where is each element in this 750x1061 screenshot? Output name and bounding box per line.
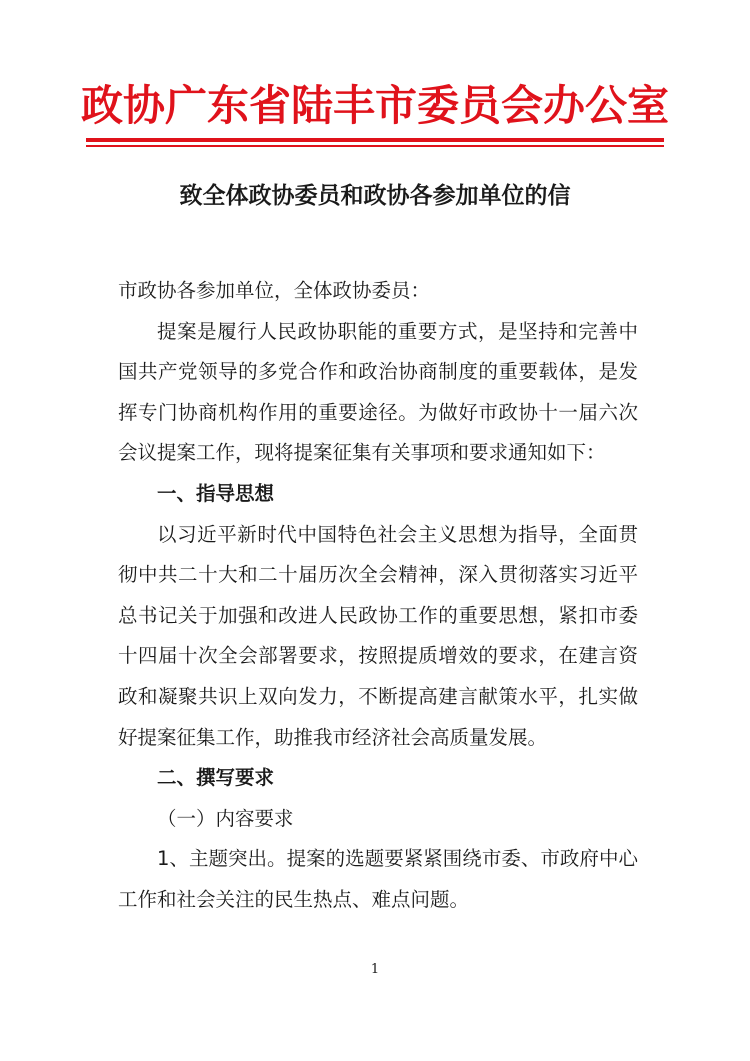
item-theme-prominent: 1、主题突出。提案的选题要紧紧围绕市委、市政府中心工作和社会关注的民生热点、难点问题。 — [118, 847, 638, 911]
masthead-rule-thin — [86, 145, 664, 147]
masthead-rule-thick — [86, 138, 664, 142]
document-body — [118, 271, 638, 921]
section-heading-guiding-ideology: 一、指导思想 — [157, 481, 275, 505]
subheading-content-requirements: （一）内容要求 — [157, 806, 294, 830]
masthead-title: 政协广东省陆丰市委员会办公室 — [80, 81, 669, 130]
section-heading-writing-requirements: 二、撰写要求 — [157, 766, 275, 790]
salutation: 市政协各参加单位，全体政协委员： — [118, 279, 431, 302]
guiding-ideology-paragraph: 以习近平新时代中国特色社会主义思想为指导，全面贯彻中共二十大和二十届历次全会精神，深入贯彻落实习近平总书记关于加强和改进人民政协工作的重要思想，紧扣市委十四届十次全会部署要求，按照提质增效的要求，在建言资政和凝聚共识上双向发力，不断提高建言献策水平，扎实做好提案征集工作，助推我市经济社会高质量发展。 — [118, 522, 638, 749]
page-number: 1 — [370, 962, 380, 977]
document-title: 致全体政协委员和政协各参加单位的信 — [179, 182, 571, 209]
intro-paragraph: 提案是履行人民政协职能的重要方式，是坚持和完善中国共产党领导的多党合作和政治协商制度的重要载体，是发挥专门协商机构作用的重要途径。为做好市政协十一届六次会议提案工作，现将提案征集有关事项和要求通知如下： — [118, 319, 638, 465]
